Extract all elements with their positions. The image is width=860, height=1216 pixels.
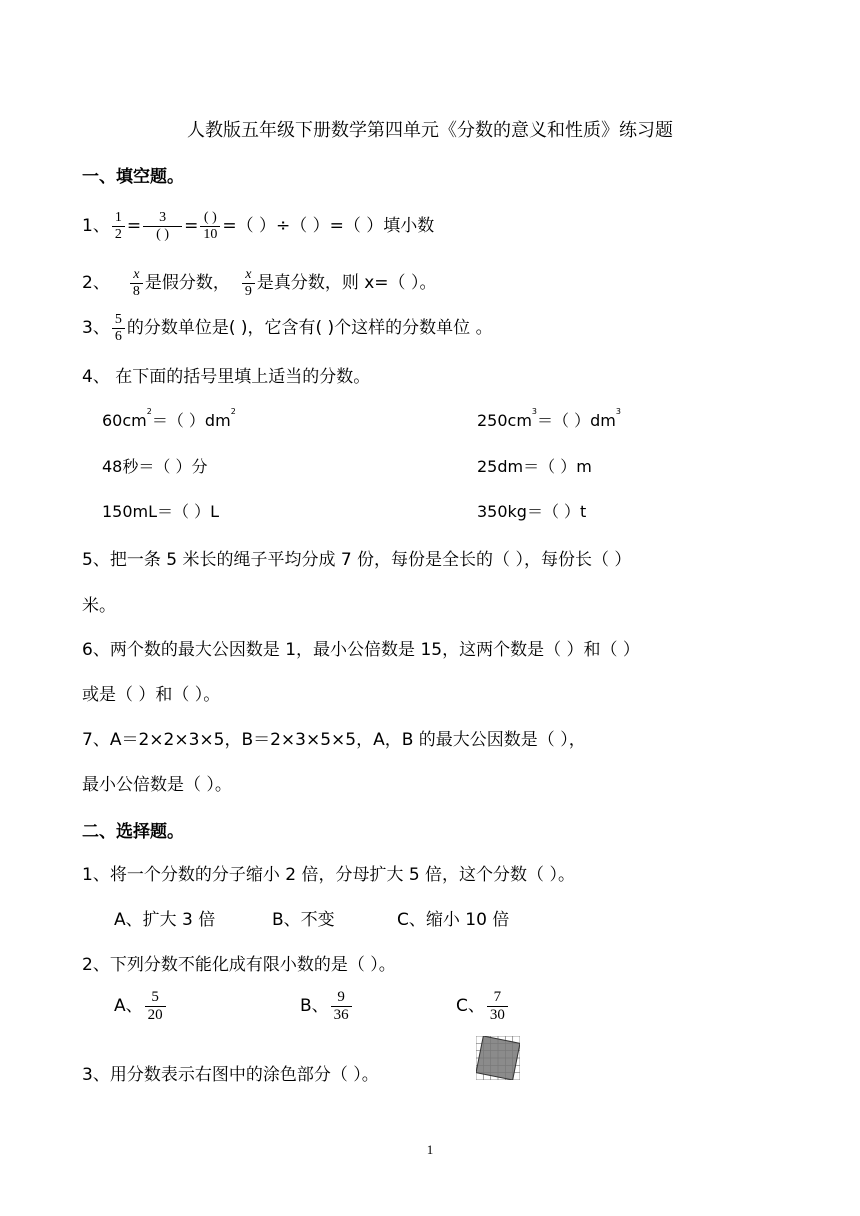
question-7-line-2: 最小公倍数是（ ）。 xyxy=(82,775,232,795)
section-fill-blank-heading: 一、填空题。 xyxy=(82,167,184,187)
question-1-rest: =（ ）÷（ ）=（ ）填小数 xyxy=(222,216,435,236)
question-2-number: 2、 xyxy=(82,273,110,293)
choice-2-option-b: B、 $\frac{9}{36}$ xyxy=(300,984,354,1028)
question-2-text-1: 是假分数， xyxy=(144,273,230,293)
question-3-text: 的分数单位是( )，它含有( )个这样的分数单位 。 xyxy=(126,318,493,338)
choice-question-2: 2、下列分数不能化成有限小数的是（ ）。 xyxy=(82,955,396,975)
choice-1-option-b: B、不变 xyxy=(272,910,335,930)
question-3 xyxy=(82,310,493,346)
fraction-3-blank: $\frac{3}{( )}$ xyxy=(143,210,182,242)
question-2-text-2: 是真分数，则 x=（ ）。 xyxy=(256,273,437,293)
fraction-7-30: $\frac{7}{30}$ xyxy=(487,989,508,1023)
fraction-x-9: $\frac{x}{9}$ xyxy=(242,267,255,299)
question-5-line-1: 5、把一条 5 米长的绳子平均分成 7 份，每份是全长的（ ），每份长（ ） xyxy=(82,550,632,570)
question-5-line-2: 米。 xyxy=(82,596,116,616)
fraction-x-8: $\frac{x}{8}$ xyxy=(130,267,143,299)
question-1-number: 1、 xyxy=(82,216,110,236)
choice-1-option-c: C、缩小 10 倍 xyxy=(397,910,510,930)
choice-question-3: 3、用分数表示右图中的涂色部分（ ）。 xyxy=(82,1065,379,1085)
question-4: 4、 在下面的括号里填上适当的分数。 xyxy=(82,367,371,387)
q4-row1-left: $60cm^2=$（ ）$dm^2$ xyxy=(102,407,236,430)
choice-2-option-c: C、 $\frac{7}{30}$ xyxy=(456,984,510,1028)
q4-row1-right: $250cm^3=$（ ）$dm^3$ xyxy=(477,407,621,430)
fraction-9-36: $\frac{9}{36}$ xyxy=(331,989,352,1023)
fraction-blank-10: $\frac{( )}{10}$ xyxy=(200,210,220,242)
page-title: 人教版五年级下册数学第四单元《分数的意义和性质》练习题 xyxy=(187,120,673,141)
page-number: 1 xyxy=(426,1142,434,1157)
q4-row2-right: 25dm＝（ ）m xyxy=(477,457,592,476)
equals-sign: = xyxy=(126,216,142,236)
question-2 xyxy=(82,265,436,301)
fraction-1-2: $\frac{1}{2}$ xyxy=(112,210,125,242)
choice-2-option-a: A、 $\frac{5}{20}$ xyxy=(114,984,168,1028)
q4-row2-left: 48秒＝（ ）分 xyxy=(102,457,208,476)
question-7-line-1: 7、A＝2×2×3×5，B＝2×3×5×5，A，B 的最大公因数是（ ）， xyxy=(82,730,586,750)
section-choice-heading: 二、选择题。 xyxy=(82,822,184,842)
q4-row3-right: 350kg＝（ ）t xyxy=(477,502,587,521)
fraction-5-20: $\frac{5}{20}$ xyxy=(145,989,166,1023)
question-6-line-1: 6、两个数的最大公因数是 1，最小公倍数是 15，这两个数是（ ）和（ ） xyxy=(82,640,640,660)
fraction-5-6: $\frac{5}{6}$ xyxy=(112,312,125,344)
q4-row3-left: 150mL＝（ ）L xyxy=(102,502,220,521)
choice-1-option-a: A、扩大 3 倍 xyxy=(114,910,216,930)
question-6-line-2: 或是（ ）和（ ）。 xyxy=(82,685,221,705)
question-3-number: 3、 xyxy=(82,318,110,338)
question-1 xyxy=(82,210,434,242)
equals-sign: = xyxy=(184,216,199,236)
shaded-square-grid-figure xyxy=(476,1036,520,1080)
choice-question-1: 1、将一个分数的分子缩小 2 倍，分母扩大 5 倍，这个分数（ ）。 xyxy=(82,865,575,885)
